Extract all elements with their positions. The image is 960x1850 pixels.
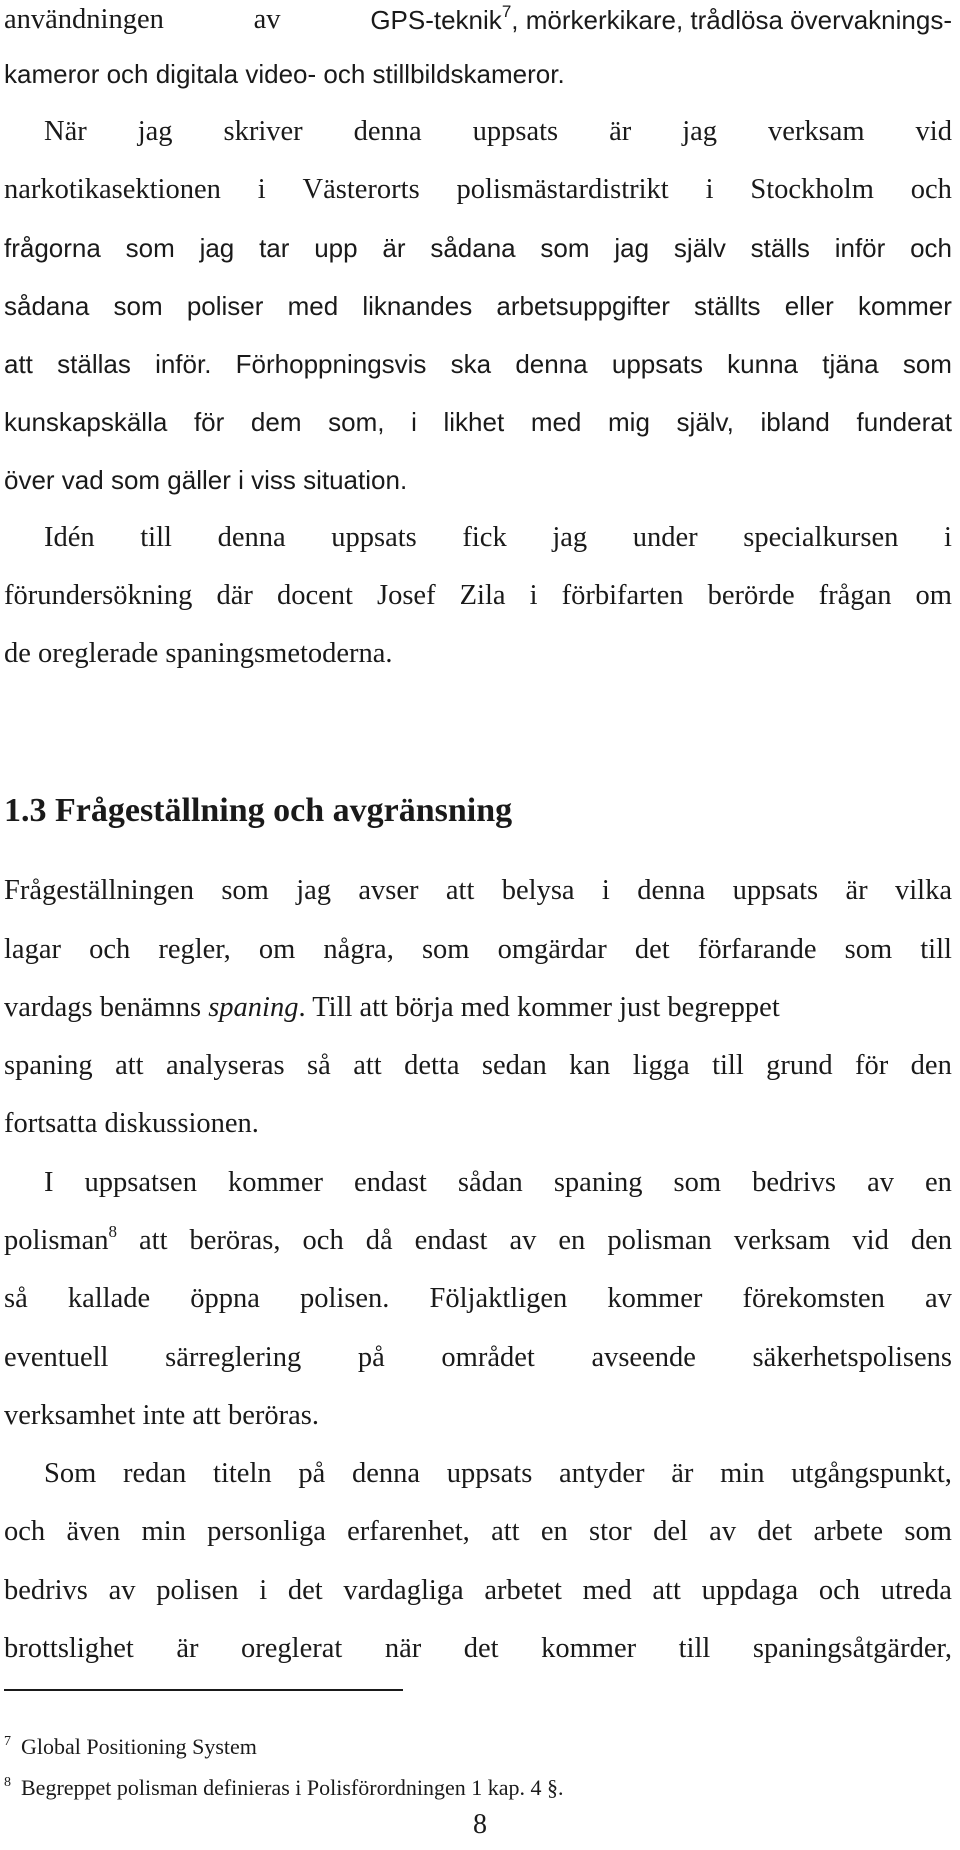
word: bedrivs	[752, 1167, 837, 1198]
word: om	[915, 580, 952, 611]
word: att	[4, 349, 33, 379]
word: inför	[834, 233, 886, 263]
word: min	[141, 1516, 186, 1547]
word: det	[287, 1575, 323, 1606]
word: liknandes	[362, 291, 473, 321]
word: endast	[414, 1225, 488, 1256]
word: jag	[199, 233, 235, 263]
word: denna	[352, 1458, 421, 1489]
word: frågorna	[4, 233, 101, 263]
polisman-word: polisman	[4, 1225, 109, 1256]
word	[4, 1223, 117, 1262]
word: stor	[589, 1516, 632, 1547]
word: docent	[276, 580, 353, 611]
p2-line1	[4, 114, 952, 150]
word: denna	[515, 349, 588, 379]
word: i	[257, 174, 266, 205]
word: upp	[314, 233, 358, 263]
word: vilka	[894, 875, 952, 906]
footnote-number: 7	[4, 1734, 11, 1749]
word: på	[357, 1342, 385, 1373]
word: I	[44, 1167, 54, 1198]
word: När	[44, 116, 87, 147]
word: i	[944, 522, 952, 553]
word: att	[491, 1516, 520, 1547]
word: eller	[784, 291, 834, 321]
p4-line2	[4, 932, 952, 968]
word: som,	[328, 407, 385, 437]
word: och	[818, 1575, 861, 1606]
word: arbetsuppgifter	[496, 291, 670, 321]
word: verksam	[733, 1225, 831, 1256]
footnote-8	[4, 1774, 564, 1806]
p2-line4	[4, 288, 952, 324]
word: spaning	[553, 1167, 643, 1198]
p6-line2	[4, 1514, 952, 1550]
word: narkotikasektionen	[4, 174, 221, 205]
word: kommer	[858, 291, 952, 321]
word: fick	[462, 522, 507, 553]
word: kommer	[607, 1283, 703, 1314]
word: om	[258, 934, 296, 965]
word: ska	[450, 349, 492, 379]
word: regler,	[158, 934, 231, 965]
word: sådan	[457, 1167, 523, 1198]
word: det	[463, 1633, 499, 1664]
word: kan	[569, 1050, 611, 1081]
p5-line1	[4, 1165, 952, 1201]
word: tar	[259, 233, 290, 263]
word: med	[287, 291, 339, 321]
word: Josef	[376, 580, 436, 611]
word: antyder	[559, 1458, 645, 1489]
p2-line3	[4, 230, 952, 266]
word: uppsats	[732, 875, 819, 906]
p5-line5: verksamhet inte att beröras.	[4, 1400, 319, 1431]
word: och	[910, 174, 952, 205]
word: polisen.	[299, 1283, 390, 1314]
word: specialkursen	[743, 522, 899, 553]
word: förekomsten	[742, 1283, 885, 1314]
italic-term: spaning	[208, 992, 299, 1023]
word: sådana	[430, 233, 516, 263]
word: mig	[608, 407, 650, 437]
word: öppna	[190, 1283, 260, 1314]
word: kunskapskälla	[4, 407, 168, 437]
word: som	[904, 1516, 952, 1547]
line-tail: , mörkerkikare, trådlösa övervaknings-	[511, 5, 952, 35]
word: min	[720, 1458, 765, 1489]
word: av	[925, 1283, 952, 1314]
word: uppsats	[472, 116, 559, 147]
word: belysa	[501, 875, 575, 906]
word: att	[652, 1575, 681, 1606]
word: analyseras	[165, 1050, 285, 1081]
word: del	[653, 1516, 688, 1547]
word: Frågeställningen	[4, 875, 194, 906]
word: några,	[323, 934, 394, 965]
word: polisman	[607, 1225, 712, 1256]
word: polismästardistrikt	[456, 174, 669, 205]
word: personliga	[207, 1516, 326, 1547]
word: sedan	[481, 1050, 547, 1081]
word: utreda	[880, 1575, 952, 1606]
word: som	[113, 291, 163, 321]
word: denna	[217, 522, 286, 553]
word: skriver	[223, 116, 303, 147]
p6-line1	[4, 1456, 952, 1492]
word: inför.	[155, 349, 212, 379]
footnote-text: Global Positioning System	[21, 1734, 257, 1759]
word: ställas	[57, 349, 131, 379]
word: avseende	[591, 1342, 696, 1373]
word: för	[193, 407, 225, 437]
word: jag	[137, 116, 173, 147]
word: kommer	[228, 1167, 323, 1198]
word: spaningsåtgärder,	[752, 1633, 952, 1664]
word: erfarenhet,	[347, 1516, 470, 1547]
text-run: vardags benämns	[4, 992, 209, 1023]
word: uppsats	[611, 349, 703, 379]
section-heading: 1.3 Frågeställning och avgränsning	[4, 792, 513, 829]
word: oreglerat	[241, 1633, 343, 1664]
word: ställts	[694, 291, 761, 321]
word: förundersökning	[4, 580, 193, 611]
p5-line3	[4, 1281, 952, 1317]
p3-line2	[4, 578, 952, 614]
word: det	[634, 934, 670, 965]
word: och	[4, 1516, 46, 1547]
word: och	[302, 1225, 344, 1256]
word: säkerhetspolisens	[752, 1342, 952, 1373]
word: att	[445, 875, 475, 906]
word: likhet	[443, 407, 505, 437]
word: lagar	[4, 934, 61, 965]
p4-line1	[4, 873, 952, 909]
word: för	[855, 1050, 889, 1081]
p6-line4	[4, 1631, 952, 1667]
word: av	[108, 1575, 136, 1606]
word: förbifarten	[561, 580, 684, 611]
word: som	[540, 233, 590, 263]
word: att	[139, 1225, 168, 1256]
word: av	[509, 1225, 537, 1256]
word: själv	[673, 233, 726, 263]
word: en	[558, 1225, 586, 1256]
footnote-ref: 7	[501, 2, 512, 21]
word: som	[902, 349, 952, 379]
word: vid	[852, 1225, 889, 1256]
word: som	[844, 934, 893, 965]
word: Idén	[44, 522, 95, 553]
word: detta	[404, 1050, 460, 1081]
word: funderat	[856, 407, 952, 437]
word: är	[382, 233, 406, 263]
word: som	[125, 233, 175, 263]
text-run: . Till att börja med kommer just begreppet	[298, 992, 780, 1023]
word: till	[140, 522, 172, 553]
p5-line2	[4, 1223, 952, 1262]
word: användningen	[4, 4, 164, 35]
word: eventuell	[4, 1342, 109, 1373]
word: i	[411, 407, 417, 437]
p4-line5: fortsatta diskussionen.	[4, 1108, 259, 1139]
word: denna	[637, 875, 706, 906]
p6-line3	[4, 1573, 952, 1609]
p3-line3: de oreglerade spaningsmetoderna.	[4, 638, 393, 669]
word: vid	[915, 116, 952, 147]
word: dem	[250, 407, 302, 437]
word: arbetet	[484, 1575, 562, 1606]
gps-word: GPS-teknik	[370, 5, 502, 35]
word: grund	[766, 1050, 833, 1081]
word: Västerorts	[302, 174, 420, 205]
p4-line3	[4, 990, 952, 1026]
p1-line1	[4, 2, 952, 42]
word: redan	[123, 1458, 187, 1489]
word: kommer	[541, 1633, 637, 1664]
word: till	[712, 1050, 744, 1081]
word: Zila	[459, 580, 506, 611]
word: polisen	[156, 1575, 239, 1606]
word: som	[673, 1167, 722, 1198]
word: arbete	[813, 1516, 884, 1547]
word: spaning	[4, 1050, 93, 1081]
p2-line2	[4, 172, 952, 208]
word: själv,	[676, 407, 734, 437]
word: i	[529, 580, 538, 611]
word: uppsats	[446, 1458, 533, 1489]
word: även	[66, 1516, 121, 1547]
word: uppsats	[331, 522, 417, 553]
word: är	[845, 875, 868, 906]
footnote-ref: 8	[108, 1222, 117, 1241]
word: kallade	[67, 1283, 151, 1314]
word: den	[910, 1225, 952, 1256]
word: frågan	[818, 580, 892, 611]
word: Som	[44, 1458, 97, 1489]
word: omgärdar	[497, 934, 607, 965]
word: när	[384, 1633, 422, 1664]
word: så	[4, 1283, 28, 1314]
word: den	[910, 1050, 952, 1081]
word: sådana	[4, 291, 90, 321]
word: av	[867, 1167, 894, 1198]
word: på	[298, 1458, 326, 1489]
word: med	[530, 407, 582, 437]
word: jag	[614, 233, 650, 263]
word: och	[910, 233, 952, 263]
word: Följaktligen	[429, 1283, 568, 1314]
page-number: 8	[473, 1809, 487, 1840]
word	[370, 2, 952, 42]
word: området	[441, 1342, 535, 1373]
p2-line6	[4, 404, 952, 440]
word: där	[216, 580, 253, 611]
word: är	[609, 116, 632, 147]
word: ibland	[760, 407, 830, 437]
word: bedrivs	[4, 1575, 88, 1606]
p2-line7: över vad som gäller i viss situation.	[4, 465, 408, 495]
p4-line4	[4, 1048, 952, 1084]
footnote-text: Begreppet polisman definieras i Polisförordningen 1 kap. 4 §.	[21, 1775, 564, 1800]
word: i	[705, 174, 714, 205]
word: förfarande	[697, 934, 817, 965]
word: jag	[682, 116, 718, 147]
word: som	[221, 875, 269, 906]
word: poliser	[186, 291, 264, 321]
word: uppsatsen	[84, 1167, 197, 1198]
footnote-separator	[4, 1689, 403, 1691]
word: titeln	[213, 1458, 272, 1489]
p3-line1	[4, 520, 952, 556]
word: och	[89, 934, 131, 965]
word: att	[115, 1050, 144, 1081]
word: tjäna	[822, 349, 879, 379]
word: det	[757, 1516, 793, 1547]
word: en	[925, 1167, 952, 1198]
word: till	[920, 934, 952, 965]
word: då	[365, 1225, 393, 1256]
word: Förhoppningsvis	[235, 349, 427, 379]
word: utgångspunkt,	[791, 1458, 952, 1489]
p2-line5	[4, 346, 952, 382]
word: ställs	[750, 233, 810, 263]
word: så	[307, 1050, 331, 1081]
word: ligga	[632, 1050, 690, 1081]
word: att	[353, 1050, 382, 1081]
word: avser	[358, 875, 419, 906]
word: särreglering	[165, 1342, 302, 1373]
word: beröras,	[189, 1225, 281, 1256]
word: jag	[296, 875, 332, 906]
word: som	[421, 934, 470, 965]
footnote-7	[4, 1733, 257, 1765]
word: en	[540, 1516, 568, 1547]
word: till	[678, 1633, 711, 1664]
word: brottslighet	[4, 1633, 134, 1664]
word: jag	[552, 522, 588, 553]
word: är	[671, 1458, 694, 1489]
word: i	[601, 875, 610, 906]
word: kunna	[727, 349, 799, 379]
word: under	[632, 522, 698, 553]
word: uppdaga	[701, 1575, 799, 1606]
word: med	[582, 1575, 632, 1606]
word: vardagliga	[343, 1575, 464, 1606]
word: i	[259, 1575, 268, 1606]
word: denna	[353, 116, 422, 147]
p1-line2: kameror och digitala video- och stillbildskameror.	[4, 59, 565, 89]
footnote-number: 8	[4, 1775, 11, 1790]
word: berörde	[707, 580, 795, 611]
word: endast	[354, 1167, 427, 1198]
word: av	[253, 4, 281, 35]
word: verksam	[768, 116, 865, 147]
word: Stockholm	[750, 174, 874, 205]
word: är	[176, 1633, 199, 1664]
word: av	[709, 1516, 737, 1547]
p5-line4	[4, 1340, 952, 1376]
